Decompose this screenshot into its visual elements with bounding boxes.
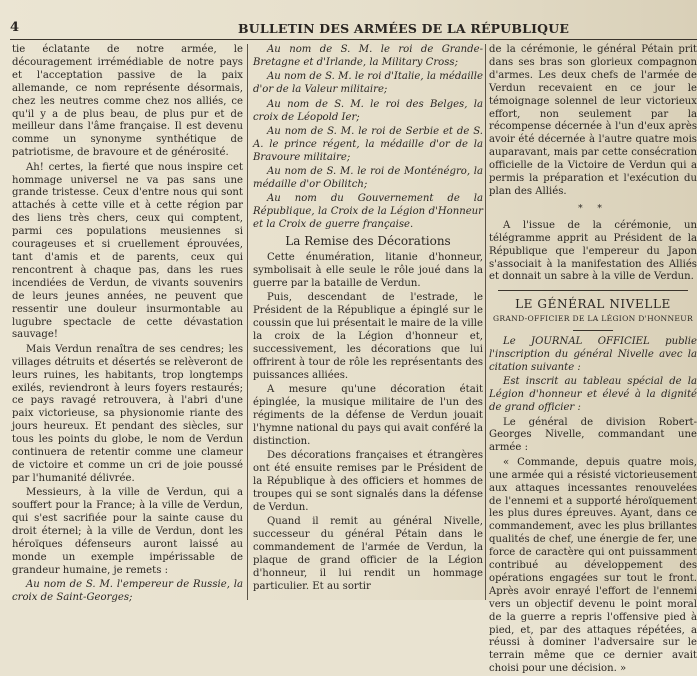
column-divider — [485, 44, 486, 600]
paragraph: Quand il remit au général Nivelle, successeur du général Pétain dans le commandement de l'armée de Verdun, la plaque de grand officier de la Légion d'honneur, il lui rendit un hommage particulier. Et au sortir — [253, 516, 483, 592]
citation: « Commande, depuis quatre mois, une armée qui a résisté victorieusement aux attaques incessantes renouvelées de l'ennemi et a supporté héroïquement les plus dures épreuves. Ayant, dans ce commandement, avec les plus brillantes qualités de chef, une énergie de fer, une force de caractère qui ont puissamment contribué au développement des opérations engagées sur tout le front. Après avoir enrayé l'effort de l'ennemi vers un objectif devenu le point moral de la guerre a repris l'offensive pied à pied, et, par des attaques répétées, a réussi à dominer l'adversaire sur le terrain même que ce dernier avait choisi pour une décision. » — [489, 456, 697, 675]
column-divider — [247, 44, 248, 600]
paragraph: Le général de division Robert-Georges Nivelle, commandant une armée : — [489, 416, 697, 454]
paragraph: tie éclatante de notre armée, le découragement irrémédiable de notre pays et l'acceptation passive de la paix allemande, ce nom représente désormais, chez les neutres comme chez nos alliés, ce qu'il y a de plus beau, de plus pur et de meilleur dans l'âme française. Il est devenu comme un synonyme synthétique de patriotisme, de bravoure et de générosité. — [12, 44, 243, 159]
paragraph: Messieurs, à la ville de Verdun, qui a souffert pour la France; à la ville de Verdun, qui s'est sacrifiée pour la sainte cause du droit éternel; à la ville de Verdun, dont les héroïques défenseurs auront laissé au monde un exemple impérissable de grandeur humaine, je remets : — [12, 487, 243, 576]
decoration-item: Au nom de S. M. le roi de Monténégro, la médaille d'or Obilitch; — [253, 166, 483, 191]
decoration-item: Au nom de S. M. l'empereur de Russie, la croix de Saint-Georges; — [12, 579, 243, 604]
paragraph: Des décorations françaises et étrangères ont été ensuite remises par le Président de la République à des officiers et hommes de troupes qui se sont signalés dans la défense de Verdun. — [253, 450, 483, 513]
paragraph: Mais Verdun renaîtra de ses cendres; les villages détruits et désertés se relèveront de leurs ruines, les habitants, trop longtemps exilés, reviendront à leurs foyers restaurés; ce pays ravagé retrouvera, à l'abri d'une paix victorieuse, sa physionomie riante des jours heureux. Et pendant des siècles, sur tous les points du globe, le nom de Verdun continuera de retentir comme une clameur de victoire et comme un cri de joie poussé par l'humanité délivrée. — [12, 343, 243, 484]
journal-title: BULLETIN DES ARMÉES DE LA RÉPUBLIQUE — [238, 21, 570, 36]
decoration-item: Au nom de S. M. le roi de Serbie et de S. A. le prince régent, la médaille d'or de la Bravoure militaire; — [253, 125, 483, 163]
decoration-item: Au nom du Gouvernement de la République, la Croix de la Légion d'Honneur et la Croix de guerre française. — [253, 193, 483, 231]
decoration-item: Au nom de S. M. le roi de Grande-Bretagne et d'Irlande, la Military Cross; — [253, 44, 483, 68]
paragraph: de la cérémonie, le général Pétain prit dans ses bras son glorieux compagnon d'armes. Les deux chefs de l'armée de Verdun recevaient en ce jour le témoignage solennel de leur victorieux effort, non seulement par la récompense décernée à l'un d'eux après avoir été décernée à l'autre quatre mois auparavant, mais par cette consécration officielle de la Victoire de Verdun qui a permis la préparation et l'exécution du plan des Alliés. — [489, 44, 697, 197]
paragraph: A mesure qu'une décoration était épinglée, la musique militaire de l'un des régiments de la défense de Verdun jouait l'hymne national du pays qui avait conféré la distinction. — [253, 384, 483, 447]
column-right — [489, 44, 697, 675]
paragraph: Puis, descendant de l'estrade, le Président de la République a épinglé sur le coussin que lui présentait le maire de la ville la croix de la Légion d'honneur et, successivement, les décorations que lui offrirent à tour de rôle les représentants des puissances alliées. — [253, 292, 484, 381]
section-rule — [498, 290, 688, 291]
paragraph: Ah! certes, la fierté que nous inspire cet hommage universel ne va pas sans une grande tristesse. Ceux d'entre nous qui sont attachés à cette ville et à cette région par des liens très chers, ceux qui comptent, parmi ces populations meusiennes si courageuses et si cruellement éprouvées, tant d'amis et de parents, ceux qui rencontrent à chaque pas, dans les rues incendiées de Verdun, de vivants souvenirs de leurs jeunes années, ne peuvent que ressentir une douleur insurmontable au lugubre spectacle de cette dévastation sauvage! — [12, 161, 243, 341]
section-separator-stars: * * — [578, 203, 608, 214]
paragraph: Est inscrit au tableau spécial de la Légion d'honneur et élevé à la dignité de grand officier : — [489, 376, 697, 414]
paragraph: Cette énumération, litanie d'honneur, symbolisait à elle seule le rôle joué dans la guerre par la bataille de Verdun. — [253, 252, 483, 289]
column-left — [12, 44, 243, 604]
paragraph: A l'issue de la cérémonie, un télégramme apprit au Président de la République que l'empereur du Japon s'associait à la manifestation des Alliés et donnait un sabre à la ville de Verdun. — [489, 219, 697, 283]
article-title: LE GÉNÉRAL NIVELLE — [515, 297, 671, 312]
header-rule — [10, 39, 697, 40]
decoration-item: Au nom de S. M. le roi des Belges, la croix de Léopold Ier; — [253, 98, 483, 123]
page-header — [0, 18, 697, 40]
column-middle — [253, 44, 483, 600]
article-subtitle: GRAND-OFFICIER DE LA LÉGION D'HONNEUR — [493, 314, 693, 324]
decoration-item: Au nom de S. M. le roi d'Italie, la médaille d'or de la Valeur militaire; — [253, 71, 483, 96]
paragraph: Le JOURNAL OFFICIEL publie l'inscription du général Nivelle avec la citation suivante : — [489, 336, 697, 373]
page-number: 4 — [10, 20, 20, 35]
short-rule — [573, 330, 613, 331]
section-title: La Remise des Décorations — [285, 234, 451, 249]
